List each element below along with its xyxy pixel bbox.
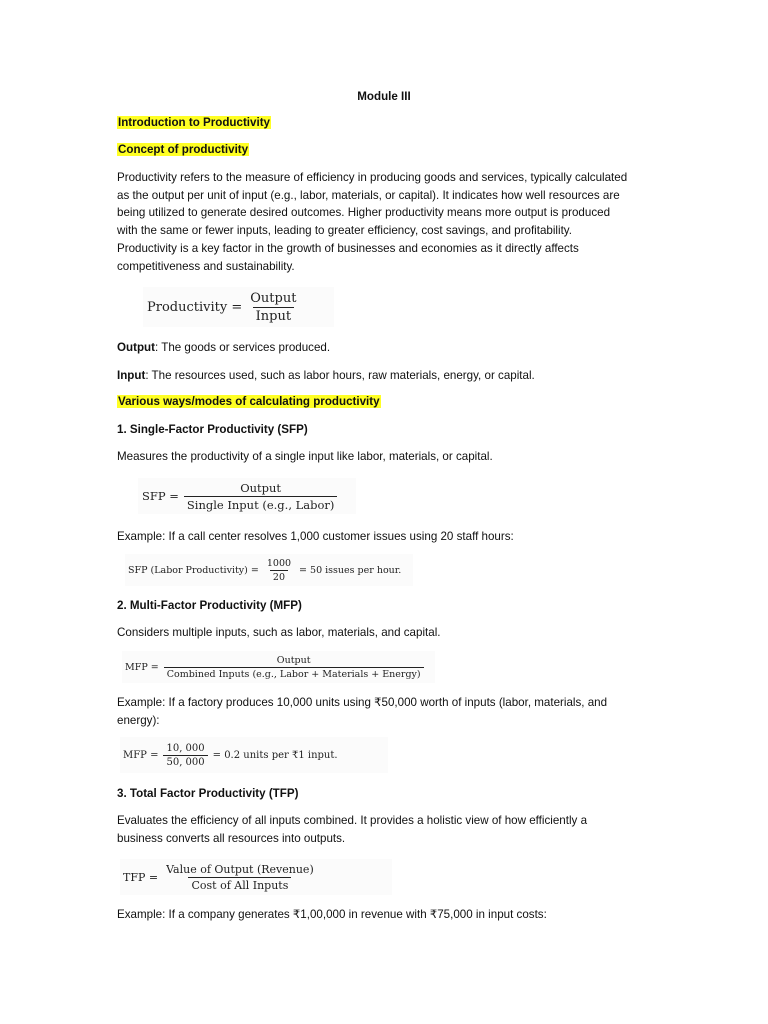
- formula-fraction: [264, 558, 294, 583]
- formula-lhs: MFP =: [123, 749, 159, 761]
- intro-paragraph-line: Productivity refers to the measure of efficiency in producing goods and services, typically calculated: [117, 171, 628, 184]
- intro-paragraph-line: competitiveness and sustainability.: [117, 260, 295, 273]
- formula-denominator: 50, 000: [163, 755, 207, 768]
- formula-denominator: Single Input (e.g., Labor): [184, 496, 338, 512]
- heading-concept: Concept of productivity: [118, 143, 249, 156]
- formula-sfp: [138, 478, 356, 514]
- intro-paragraph-line: being utilized to generate desired outcomes. Higher productivity means more output is produced: [117, 206, 611, 219]
- formula-rhs: = 0.2 units per ₹1 input.: [212, 749, 338, 761]
- tfp-description-line: business converts all resources into outputs.: [117, 832, 346, 845]
- intro-paragraph-line: Productivity is a key factor in the growth of businesses and economies as it directly affects: [117, 242, 579, 255]
- formula-lhs: TFP =: [123, 870, 159, 884]
- formula-lhs: MFP =: [125, 661, 159, 673]
- formula-fraction: [247, 291, 299, 324]
- mfp-example-line: energy):: [117, 714, 160, 727]
- formula-fraction: [164, 655, 424, 680]
- formula-tfp: [120, 859, 392, 895]
- intro-paragraph-line: as the output per unit of input (e.g., labor, materials, or capital). It indicates how well resources are: [117, 189, 620, 202]
- formula-mfp: [122, 651, 435, 683]
- formula-mfp-example: [120, 737, 388, 773]
- formula-numerator: Output: [250, 290, 297, 306]
- formula-fraction: [163, 743, 207, 768]
- formula-fraction: [163, 863, 317, 892]
- formula-denominator: 20: [270, 570, 288, 583]
- heading-sfp: 1. Single-Factor Productivity (SFP): [117, 423, 308, 436]
- formula-numerator: Output: [276, 654, 311, 666]
- formula-fraction: [184, 481, 338, 512]
- formula-rhs: = 50 issues per hour.: [299, 564, 402, 576]
- formula-sfp-example: [125, 554, 413, 586]
- page-title: Module III: [357, 90, 411, 103]
- formula-lhs: SFP (Labor Productivity) =: [128, 564, 259, 576]
- formula-denominator: Cost of All Inputs: [188, 877, 291, 892]
- definition-output: Output: The goods or services produced.: [117, 341, 331, 354]
- formula-numerator: 10, 000: [166, 742, 205, 754]
- formula-numerator: Value of Output (Revenue): [166, 862, 314, 876]
- tfp-description-line: Evaluates the efficiency of all inputs combined. It provides a holistic view of how efficiently a: [117, 814, 588, 827]
- intro-paragraph-line: with the same or fewer inputs, leading to greater efficiency, cost savings, and profitability.: [117, 224, 572, 237]
- formula-productivity: [143, 287, 334, 327]
- tfp-example: Example: If a company generates ₹1,00,000 in revenue with ₹75,000 in input costs:: [117, 908, 547, 921]
- formula-denominator: Combined Inputs (e.g., Labor + Materials + Energy): [164, 667, 424, 680]
- heading-introduction: Introduction to Productivity: [118, 116, 270, 129]
- formula-denominator: Input: [253, 307, 294, 324]
- sfp-description: Measures the productivity of a single input like labor, materials, or capital.: [117, 450, 493, 463]
- sfp-example: Example: If a call center resolves 1,000 customer issues using 20 staff hours:: [117, 530, 514, 543]
- mfp-description: Considers multiple inputs, such as labor, materials, and capital.: [117, 626, 441, 639]
- definition-input: Input: The resources used, such as labor hours, raw materials, energy, or capital.: [117, 369, 535, 382]
- heading-tfp: 3. Total Factor Productivity (TFP): [117, 787, 299, 800]
- heading-mfp: 2. Multi-Factor Productivity (MFP): [117, 599, 302, 612]
- formula-lhs: SFP =: [142, 489, 179, 503]
- heading-various-ways: Various ways/modes of calculating productivity: [118, 395, 380, 408]
- formula-numerator: Output: [240, 480, 282, 495]
- formula-lhs: Productivity =: [147, 299, 243, 315]
- formula-numerator: 1000: [266, 557, 292, 569]
- mfp-example-line: Example: If a factory produces 10,000 units using ₹50,000 worth of inputs (labor, materials, and: [117, 696, 608, 709]
